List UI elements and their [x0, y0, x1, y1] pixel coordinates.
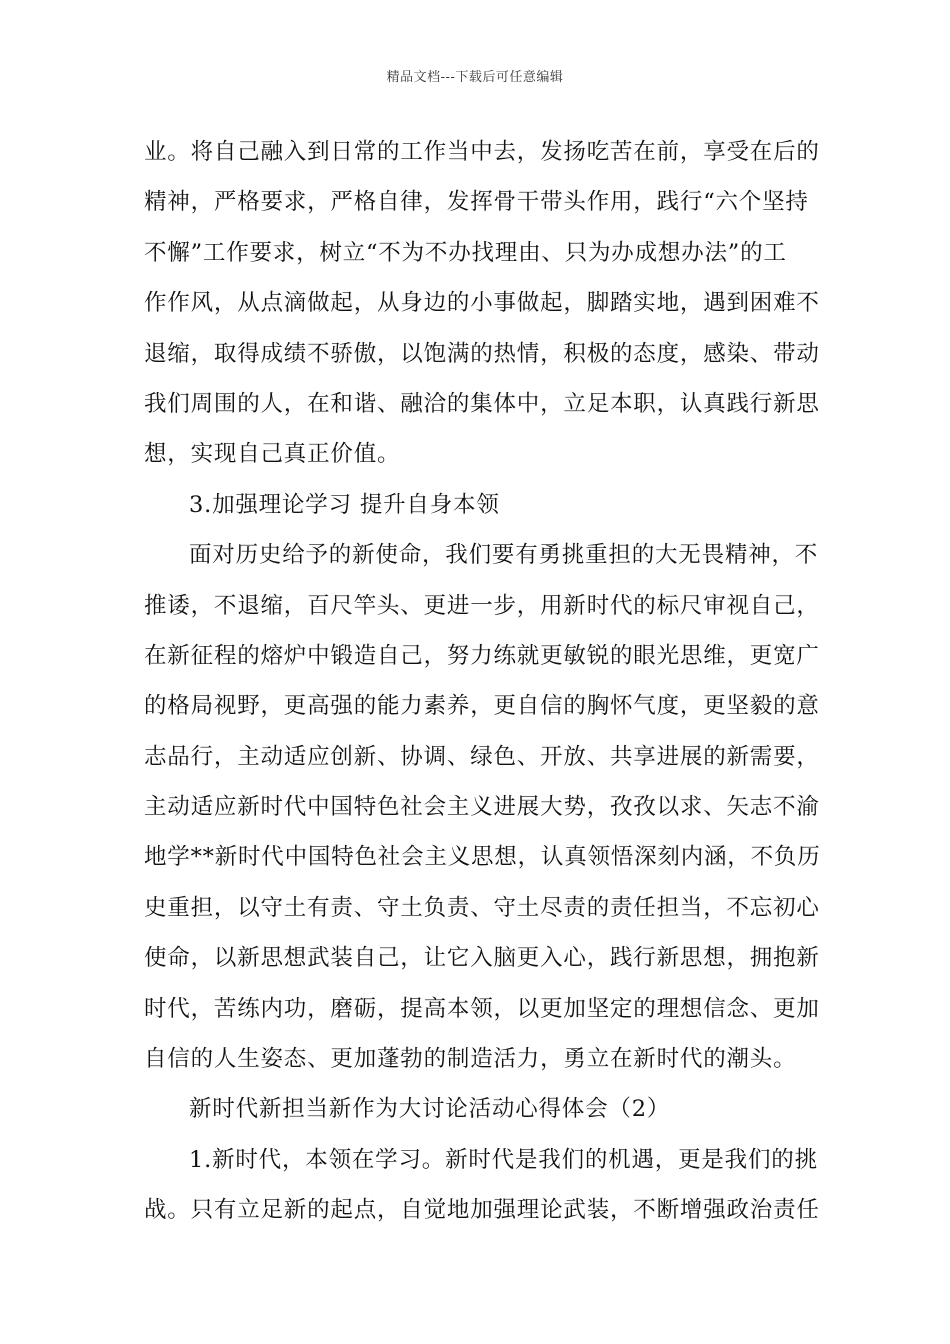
text-line: 想，实现自己真正价值。	[144, 441, 401, 468]
text-line: 1.新时代，本领在学习。新时代是我们的机遇，更是我们的挑	[189, 1146, 818, 1173]
text-line: 精神，严格要求，严格自律，发挥骨干带头作用，践行“六个坚持	[144, 189, 809, 216]
text-line: 作作风，从点滴做起，从身边的小事做起，脚踏实地，遇到困难不	[144, 290, 820, 317]
text-line: 地学**新时代中国特色社会主义思想，认真领悟深刻内涵，不负历	[144, 844, 821, 871]
article-title: 新时代新担当新作为大讨论活动心得体会（2）	[189, 1096, 671, 1123]
text-line: 史重担，以守土有责、守土负责、守土尽责的责任担当，不忘初心	[144, 894, 820, 921]
text-line: 我们周围的人，在和谐、融洽的集体中，立足本职，认真践行新思	[144, 390, 820, 417]
text-line: 自信的人生姿态、更加蓬勃的制造活力，勇立在新时代的潮头。	[144, 1046, 797, 1073]
text-line: 志品行，主动适应创新、协调、绿色、开放、共享进展的新需要，	[144, 743, 820, 770]
text-line: 时代，苦练内功，磨砺，提高本领，以更加坚定的理想信念、更加	[144, 995, 820, 1022]
text-line: 在新征程的熔炉中锻造自己，努力练就更敏锐的眼光思维，更宽广	[144, 642, 820, 669]
page-header: 精品文档---下载后可任意编辑	[386, 70, 564, 85]
text-line: 使命，以新思想武装自己，让它入脑更入心，践行新思想，拥抱新	[144, 945, 820, 972]
text-line: 主动适应新时代中国特色社会主义进展大势，孜孜以求、矢志不渝	[144, 794, 820, 821]
document-body	[144, 132, 821, 1241]
text-line: 推诿，不退缩，百尺竿头、更进一步，用新时代的标尺审视自己，	[144, 592, 820, 619]
text-line: 战。只有立足新的起点，自觉地加强理论武装，不断增强政治责任	[144, 1197, 820, 1224]
text-line: 的格局视野，更高强的能力素养，更自信的胸怀气度，更坚毅的意	[144, 693, 820, 720]
section-heading: 3.加强理论学习 提升自身本领	[189, 491, 500, 518]
text-line: 业。将自己融入到日常的工作当中去，发扬吃苦在前，享受在后的	[144, 139, 820, 165]
text-line: 不懈”工作要求，树立“不为不办找理由、只为办成想办法”的工	[144, 239, 787, 266]
text-line: 退缩，取得成绩不骄傲，以饱满的热情，积极的态度，感染、带动	[144, 340, 820, 367]
text-line: 面对历史给予的新使命，我们要有勇挑重担的大无畏精神，不	[189, 542, 819, 569]
